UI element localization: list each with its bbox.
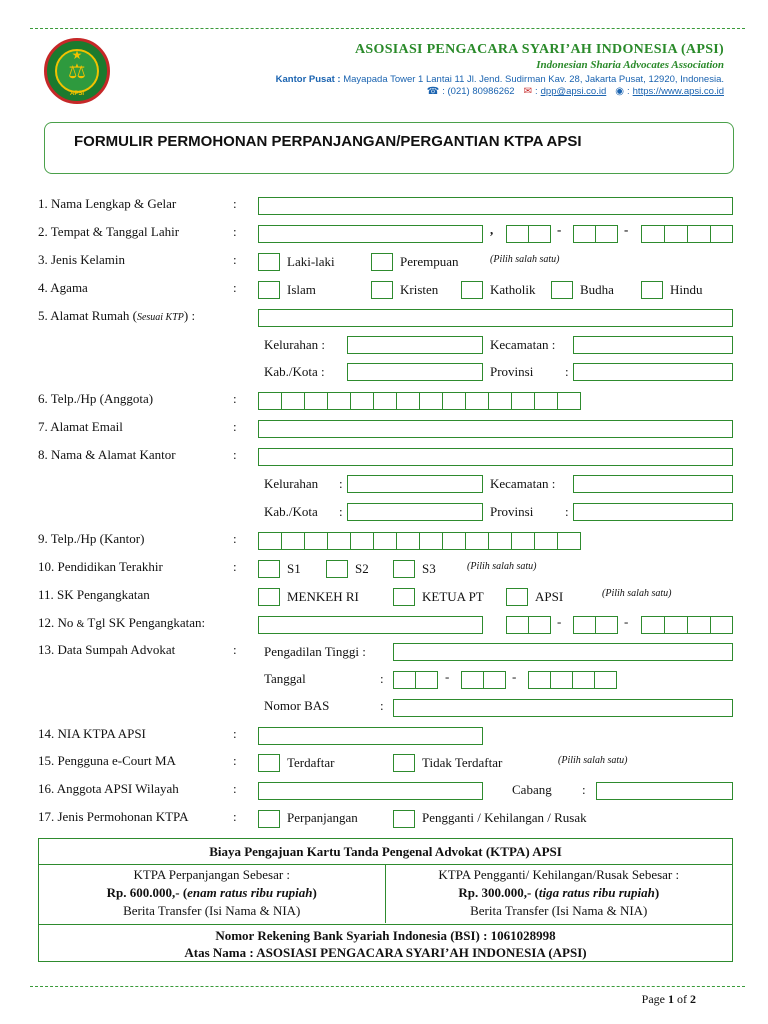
opt-s3: S3 [422,561,436,576]
colon: : [233,781,237,796]
label-sk-pengangkatan: 11. SK Pengangkatan [38,587,150,602]
label-jenis-kelamin: 3. Jenis Kelamin [38,252,126,267]
office-label: Kantor Pusat : [275,74,341,85]
page-number: 1 [668,992,674,1006]
fee-pengganti-close: ) [654,885,660,900]
scale-icon: ⚖ [68,61,86,83]
kelurahan-kantor-input[interactable] [347,475,483,493]
label-tanggal: Tanggal [264,671,306,686]
colon: : [233,642,237,657]
dash: - [512,669,517,684]
opt-islam: Islam [287,282,316,297]
label-kelurahan: Kelurahan : [264,337,326,352]
apsi-logo [44,38,110,104]
dash: - [624,222,629,237]
checkbox-s2[interactable] [326,560,348,578]
tgl-sumpah-day[interactable] [393,671,437,689]
checkbox-hindu[interactable] [641,281,663,299]
checkbox-s3[interactable] [393,560,415,578]
nia-input[interactable] [258,727,483,745]
checkbox-terdaftar[interactable] [258,754,280,772]
globe-icon: ◉ [615,86,624,97]
colon: : [339,504,343,519]
checkbox-pengganti[interactable] [393,810,415,828]
kecamatan-kantor-input[interactable] [573,475,733,493]
label-no-sk: 12. No [38,615,77,630]
label-ecourt: 15. Pengguna e-Court MA [38,753,176,768]
kabkota-rumah-input[interactable] [347,363,483,381]
colon: : [339,476,343,491]
fee-table [38,838,733,962]
label-agama: 4. Agama [38,280,88,295]
kabkota-kantor-input[interactable] [347,503,483,521]
checkbox-menkeh-ri[interactable] [258,588,280,606]
label-kantor: 8. Nama & Alamat Kantor [38,447,176,462]
cabang-input[interactable] [596,782,733,800]
fee-perpanjangan-amount [39,884,385,902]
tgl-lahir-year[interactable] [641,225,732,243]
tgl-sk-month[interactable] [573,616,617,634]
org-tagline: Indonesian Sharia Advocates Association [536,59,724,71]
tempat-lahir-input[interactable] [258,225,483,243]
nama-input[interactable] [258,197,733,215]
colon: : [233,224,237,239]
phone-number: : (021) 80986262 [442,86,515,97]
opt-ketua-pt: KETUA PT [422,589,484,604]
wilayah-input[interactable] [258,782,483,800]
checkbox-kristen[interactable] [371,281,393,299]
no-sk-input[interactable] [258,616,483,634]
label-kabkota: Kab./Kota : [264,364,325,379]
email-input[interactable] [258,420,733,438]
label-telp-kantor: 9. Telp./Hp (Kantor) [38,531,145,546]
bottom-divider [30,986,745,987]
checkbox-budha[interactable] [551,281,573,299]
fee-perpanjangan-rp: Rp. 600.000,- ( [106,885,188,900]
label-cabang: Cabang [512,782,552,797]
label-sumpah-advokat: 13. Data Sumpah Advokat [38,642,176,657]
alamat-kantor-input[interactable] [258,448,733,466]
label-kecamatan-kantor: Kecamatan : [490,476,556,491]
checkbox-islam[interactable] [258,281,280,299]
label-alamat-rumah-close: ) : [183,308,196,323]
colon: : [233,419,237,434]
label-nomor-bas: Nomor BAS [264,698,330,713]
label-nama: 1. Nama Lengkap & Gelar [38,196,177,211]
fee-pengganti-title: KTPA Pengganti/ Kehilangan/Rusak Sebesar : [438,867,680,882]
colon: : [233,531,237,546]
page-total: 2 [690,992,696,1006]
fee-perpanjangan [39,865,386,923]
bank-account-number: Nomor Rekening Bank Syariah Indonesia (BSI) : 1061028998 [215,928,556,943]
email-link[interactable]: dpp@apsi.co.id [540,86,607,97]
colon: : [233,196,237,211]
label-alamat-rumah [38,308,195,324]
colon: : [233,280,237,295]
fee-perpanjangan-title: KTPA Perpanjangan Sebesar : [133,867,291,882]
label-telp-anggota: 6. Telp./Hp (Anggota) [38,391,154,406]
pilih-note: (Pilih salah satu) [602,588,672,599]
opt-kristen: Kristen [400,282,439,297]
opt-terdaftar: Terdaftar [287,755,335,770]
opt-pengganti: Pengganti / Kehilangan / Rusak [422,810,587,825]
fee-pengganti [386,865,733,923]
opt-s1: S1 [287,561,301,576]
tgl-sk-year[interactable] [641,616,732,634]
label-ttl: 2. Tempat & Tanggal Lahir [38,224,180,239]
web-colon: : [627,86,630,97]
opt-laki-laki: Laki-laki [287,254,335,269]
label-kecamatan: Kecamatan : [490,337,556,352]
fee-pengganti-words: tiga ratus ribu rupiah [538,885,655,900]
top-divider [30,28,745,29]
opt-hindu: Hindu [670,282,703,297]
pilih-note: (Pilih salah satu) [558,755,628,766]
checkbox-perempuan[interactable] [371,253,393,271]
page-prefix: Page [641,992,668,1006]
colon: : [233,726,237,741]
opt-s2: S2 [355,561,369,576]
kelurahan-rumah-input[interactable] [347,336,483,354]
alamat-rumah-input[interactable] [258,309,733,327]
page-of: of [674,992,690,1006]
pilih-note: (Pilih salah satu) [490,254,560,265]
office-address-text: Mayapada Tower 1 Lantai 11 Jl. Jend. Sudirman Kav. 28, Jakarta Pusat, 12920, Indonesia. [340,74,724,85]
contact-line [427,86,724,97]
telp-anggota-input[interactable] [258,392,580,410]
checkbox-apsi[interactable] [506,588,528,606]
fee-pengganti-note: Berita Transfer (Isi Nama & NIA) [470,903,648,918]
label-tgl-sk: Tgl SK Pengangkatan: [84,615,206,630]
tgl-sumpah-month[interactable] [461,671,505,689]
label-email: 7. Alamat Email [38,419,123,434]
tgl-lahir-month[interactable] [573,225,617,243]
checkbox-perpanjangan[interactable] [258,810,280,828]
fee-pengganti-amount [386,884,733,902]
colon: : [380,671,384,686]
opt-perempuan: Perempuan [400,254,459,269]
label-sesuai-ktp: Sesuai KTP [136,312,184,323]
dash: - [445,669,450,684]
tgl-sk-day[interactable] [506,616,550,634]
label-alamat-rumah-text: 5. Alamat Rumah ( [38,308,137,323]
dash: - [557,222,562,237]
label-provinsi: Provinsi [490,364,534,379]
label-nia: 14. NIA KTPA APSI [38,726,146,741]
provinsi-rumah-input[interactable] [573,363,733,381]
mail-icon: ✉ [523,86,532,97]
star-icon: ★ [71,48,83,62]
tgl-lahir-day[interactable] [506,225,550,243]
label-jenis-permohonan: 17. Jenis Permohonan KTPA [38,809,189,824]
bank-account [39,924,732,962]
opt-budha: Budha [580,282,614,297]
colon: : [233,753,237,768]
dash: - [557,614,562,629]
checkbox-s1[interactable] [258,560,280,578]
bank-account-name: Atas Nama : ASOSIASI PENGACARA SYARI’AH INDONESIA (APSI) [184,945,587,960]
label-kelurahan-kantor: Kelurahan [264,476,319,491]
opt-perpanjangan: Perpanjangan [287,810,358,825]
nomor-bas-input[interactable] [393,699,733,717]
pilih-note: (Pilih salah satu) [467,561,537,572]
label-pendidikan: 10. Pendidikan Terakhir [38,559,163,574]
pengadilan-tinggi-input[interactable] [393,643,733,661]
page-indicator [642,992,696,1007]
colon: : [565,504,569,519]
label-provinsi-kantor: Provinsi [490,504,534,519]
colon: : [233,447,237,462]
label-kabkota-kantor: Kab./Kota [264,504,318,519]
logo-text: APSI [69,91,84,97]
email-colon: : [534,86,538,97]
website-link[interactable]: https://www.apsi.co.id [632,86,724,97]
colon: : [582,782,586,797]
colon: : [380,698,384,713]
checkbox-tidak-terdaftar[interactable] [393,754,415,772]
ampersand: & [76,619,85,630]
telp-kantor-input[interactable] [258,532,580,550]
opt-apsi: APSI [535,589,564,604]
colon: : [233,391,237,406]
org-name: ASOSIASI PENGACARA SYARI’AH INDONESIA (APSI) [355,42,724,57]
label-pengadilan-tinggi: Pengadilan Tinggi : [264,644,366,659]
checkbox-laki-laki[interactable] [258,253,280,271]
colon: : [565,364,569,379]
provinsi-kantor-input[interactable] [573,503,733,521]
opt-katholik: Katholik [490,282,536,297]
checkbox-ketua-pt[interactable] [393,588,415,606]
kecamatan-rumah-input[interactable] [573,336,733,354]
phone-icon: ☎ [426,86,440,97]
office-address [276,74,724,85]
opt-tidak-terdaftar: Tidak Terdaftar [422,755,503,770]
dash: - [624,614,629,629]
colon: : [233,252,237,267]
fee-perpanjangan-words: enam ratus ribu rupiah [187,885,313,900]
form-title: FORMULIR PERMOHONAN PERPANJANGAN/PERGANTIAN KTPA APSI [74,133,582,150]
opt-menkeh-ri: MENKEH RI [287,589,359,604]
label-wilayah: 16. Anggota APSI Wilayah [38,781,179,796]
colon: : [233,559,237,574]
fee-perpanjangan-close: ) [312,885,317,900]
fee-pengganti-rp: Rp. 300.000,- ( [458,885,539,900]
checkbox-katholik[interactable] [461,281,483,299]
label-no-tgl-sk [38,615,205,631]
comma: , [490,222,494,237]
fee-heading: Biaya Pengajuan Kartu Tanda Pengenal Advokat (KTPA) APSI [39,839,732,865]
fee-perpanjangan-note: Berita Transfer (Isi Nama & NIA) [123,903,301,918]
colon: : [233,809,237,824]
tgl-sumpah-year[interactable] [528,671,616,689]
